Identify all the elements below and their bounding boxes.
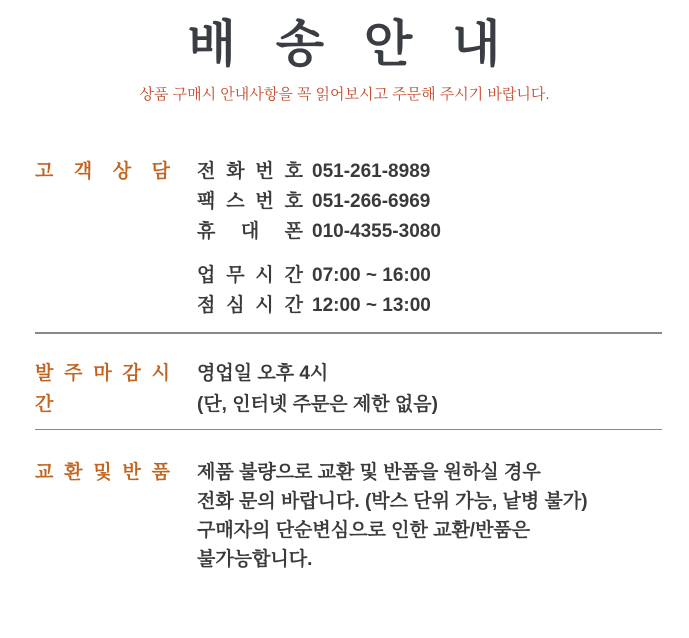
info-row-fax xyxy=(197,187,662,217)
info-value-fax: 051-266-6969 xyxy=(312,191,431,212)
section-heading-exchange-return: 교 환 및 반 품 xyxy=(35,462,170,483)
deadline-note-line: (단, 인터넷 주문은 제한 없음) xyxy=(197,393,438,415)
info-row-business-hours xyxy=(197,261,662,291)
info-label-lunch-hours: 점 심 시 간 xyxy=(197,295,303,316)
info-value-lunch-hours: 12:00 ~ 13:00 xyxy=(312,295,431,316)
info-label-fax: 팩 스 번 호 xyxy=(197,191,303,212)
section-divider xyxy=(35,332,662,334)
section-exchange-return xyxy=(35,458,662,574)
section-order-deadline xyxy=(35,358,662,420)
section-body-customer-service xyxy=(197,157,662,321)
info-label-mobile: 휴 대 폰 xyxy=(197,221,303,242)
info-value-business-hours: 07:00 ~ 16:00 xyxy=(312,265,431,286)
exchange-line-2: 전화 문의 바랍니다. (박스 단위 가능, 낱병 불가) xyxy=(197,491,588,512)
info-value-phone: 051-261-8989 xyxy=(312,161,431,182)
exchange-line-3: 구매자의 단순변심으로 인한 교환/반품은 xyxy=(197,520,531,541)
exchange-line-1: 제품 불량으로 교환 및 반품을 원하실 경우 xyxy=(197,462,541,483)
page-title: 배 송 안 내 xyxy=(187,16,502,72)
info-value-mobile: 010-4355-3080 xyxy=(312,221,441,242)
exchange-line-4: 불가능합니다. xyxy=(197,549,313,570)
content-area xyxy=(35,157,662,574)
info-row-phone xyxy=(197,157,662,187)
section-heading-customer-service: 고 객 상 담 xyxy=(35,161,170,182)
section-body-exchange-return xyxy=(197,458,662,574)
section-divider xyxy=(35,429,662,431)
info-row-lunch-hours xyxy=(197,291,662,321)
page-subtitle: 상품 구매시 안내사항을 꼭 읽어보시고 주문해 주시기 바랍니다. xyxy=(139,86,550,103)
row-spacer xyxy=(197,247,662,261)
section-customer-service xyxy=(35,157,662,321)
section-body-order-deadline xyxy=(197,358,662,420)
info-row-mobile xyxy=(197,217,662,247)
info-label-phone: 전 화 번 호 xyxy=(197,161,303,182)
info-label-business-hours: 업 무 시 간 xyxy=(197,265,303,286)
deadline-line: 영업일 오후 4시 xyxy=(197,362,329,384)
section-heading-order-deadline: 발 주 마 감 시 간 xyxy=(35,362,170,415)
